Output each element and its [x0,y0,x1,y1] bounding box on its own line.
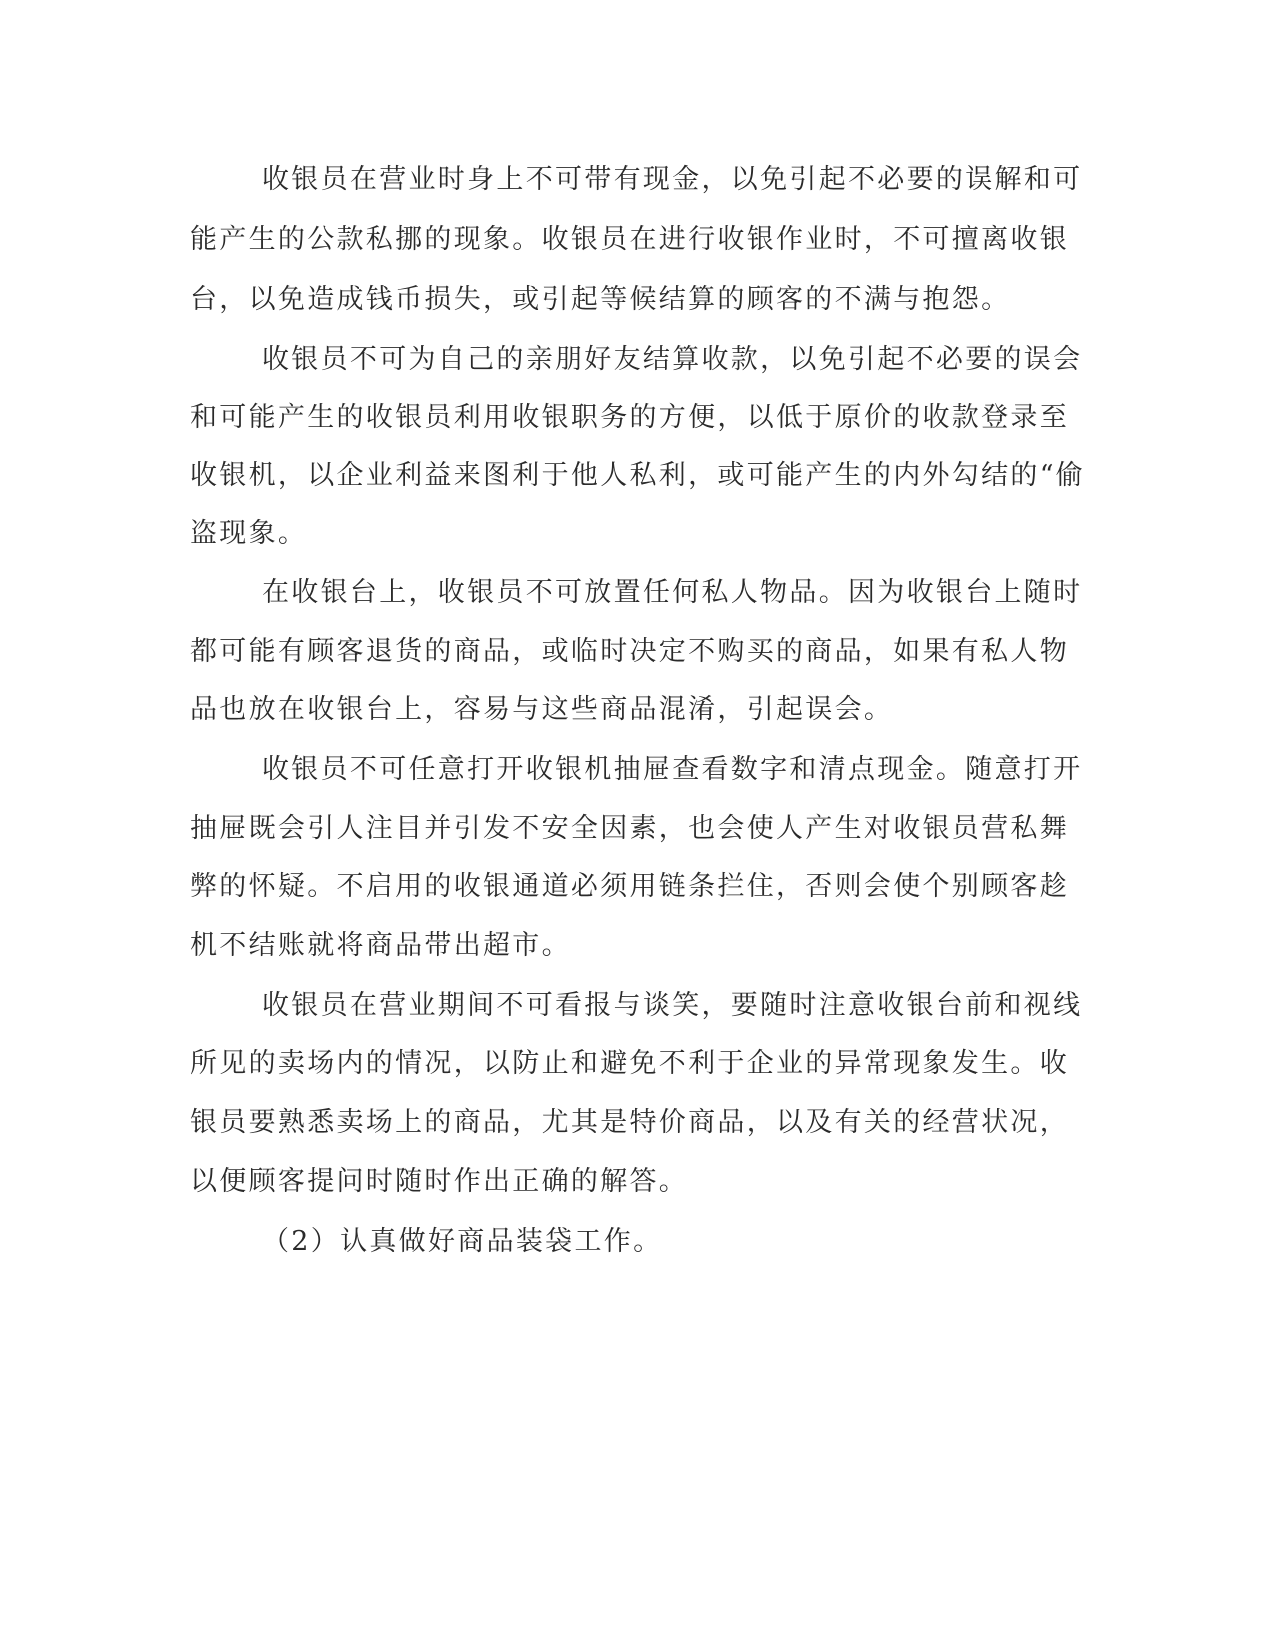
paragraph-2-line-2: 和可能产生的收银员利用收银职务的方便，以低于原价的收款登录至 [190,402,1069,433]
paragraph-5-line-2: 所见的卖场内的情况，以防止和避免不利于企业的异常现象发生。收 [190,1048,1069,1079]
paragraph-2-line-3: 收银机，以企业利益来图利于他人私利，或可能产生的内外勾结的“偷 [190,460,1086,491]
paragraph-4-line-2: 抽屉既会引人注目并引发不安全因素，也会使人产生对收银员营私舞 [190,813,1069,844]
paragraph-2-line-4: 盗现象。 [190,518,308,549]
paragraph-4-line-4: 机不结账就将商品带出超市。 [190,930,571,961]
paragraph-3-line-3: 品也放在收银台上，容易与这些商品混淆，引起误会。 [190,694,894,725]
paragraph-1-line-3: 台，以免造成钱币损失，或引起等候结算的顾客的不满与抱怨。 [190,284,1011,315]
paragraph-5-line-1: 收银员在营业期间不可看报与谈笑，要随时注意收银台前和视线 [262,990,1083,1021]
paragraph-4-line-3: 弊的怀疑。不启用的收银通道必须用链条拦住，否则会使个别顾客趁 [190,871,1069,902]
paragraph-5-line-3: 银员要熟悉卖场上的商品，尤其是特价商品，以及有关的经营状况， [190,1107,1069,1138]
section-heading: （2）认真做好商品装袋工作。 [262,1226,663,1257]
paragraph-1-line-2: 能产生的公款私挪的现象。收银员在进行收银作业时，不可擅离收银 [190,224,1069,255]
paragraph-1-line-1: 收银员在营业时身上不可带有现金，以免引起不必要的误解和可 [262,164,1083,195]
paragraph-3-line-2: 都可能有顾客退货的商品，或临时决定不购买的商品，如果有私人物 [190,636,1069,667]
paragraph-5-line-4: 以便顾客提问时随时作出正确的解答。 [190,1166,689,1197]
paragraph-3-line-1: 在收银台上，收银员不可放置任何私人物品。因为收银台上随时 [262,577,1083,608]
paragraph-2-line-1: 收银员不可为自己的亲朋好友结算收款，以免引起不必要的误会 [262,344,1083,375]
paragraph-4-line-1: 收银员不可任意打开收银机抽屉查看数字和清点现金。随意打开 [262,754,1083,785]
